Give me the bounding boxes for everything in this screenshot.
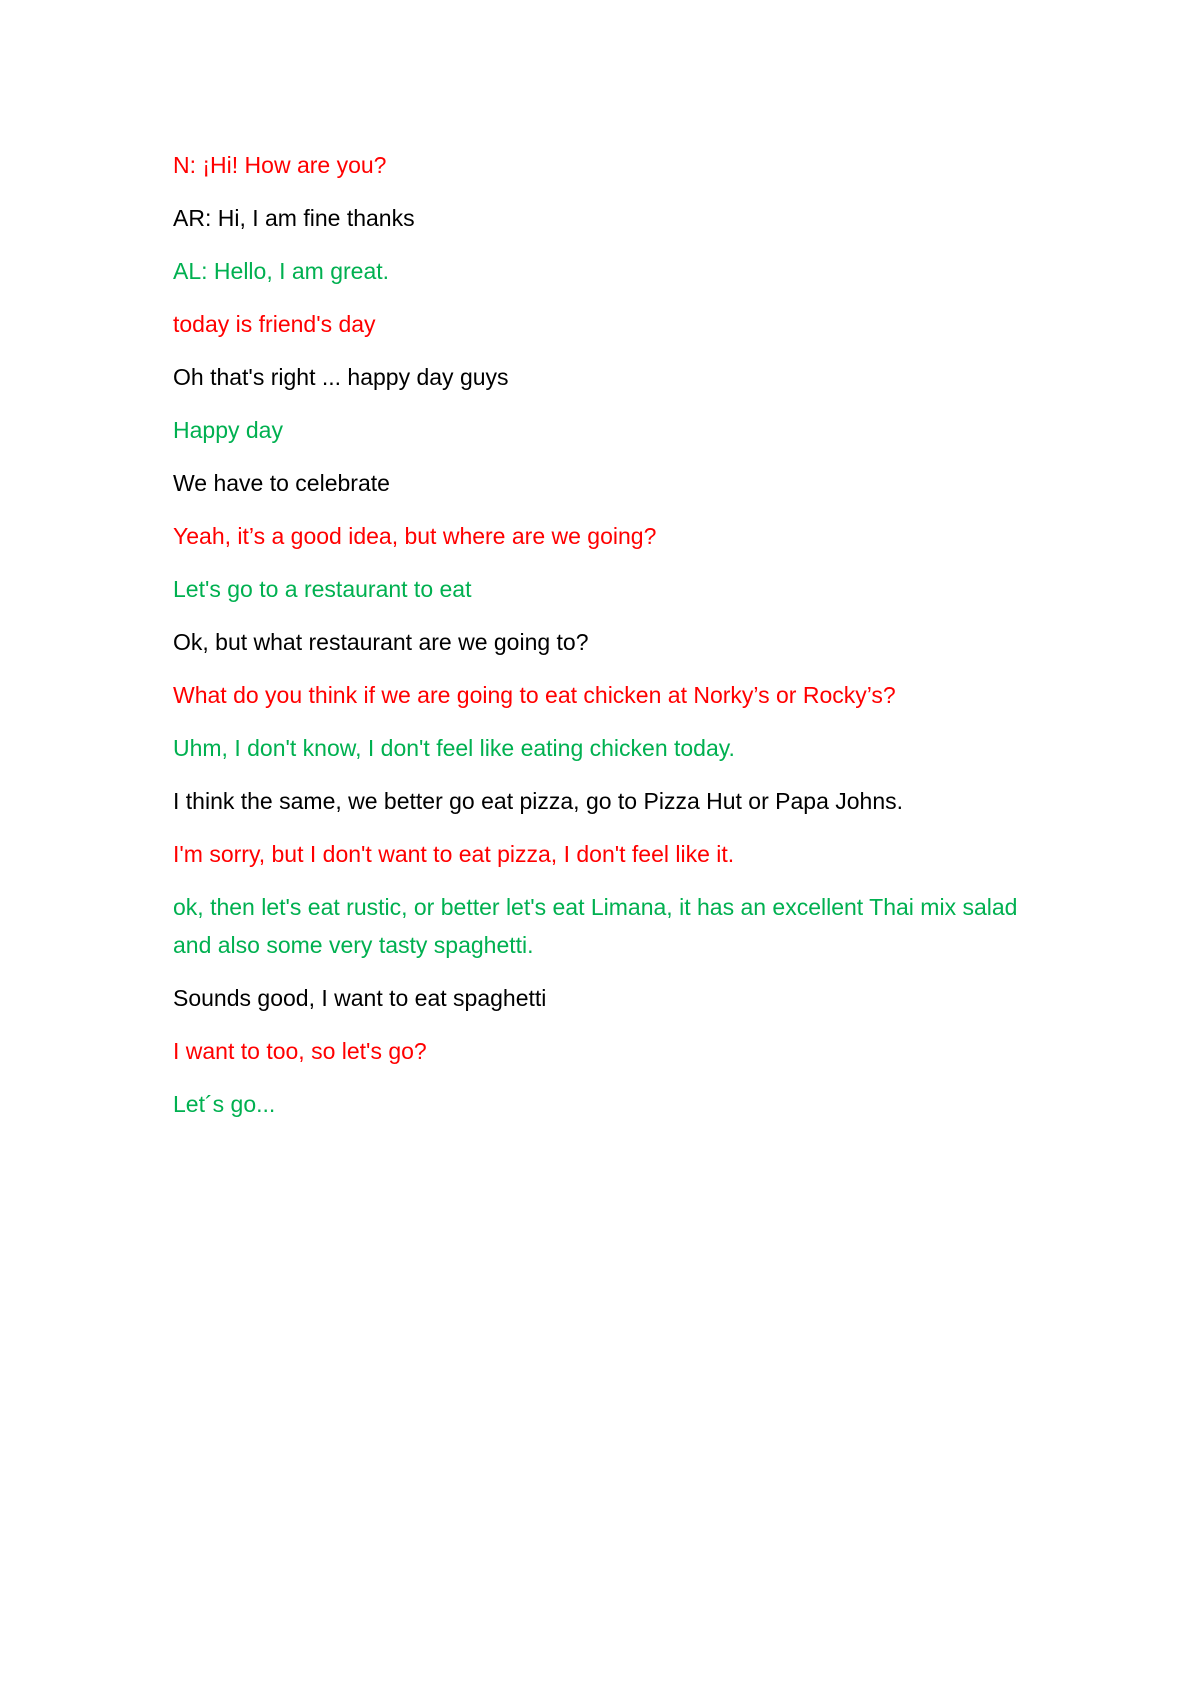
dialogue-line: N: ¡Hi! How are you? <box>173 152 387 178</box>
dialogue-line: Ok, but what restaurant are we going to? <box>173 629 589 655</box>
dialogue-line: I'm sorry, but I don't want to eat pizza, I don't feel like it. <box>173 841 735 867</box>
dialogue-line: Let's go to a restaurant to eat <box>173 576 472 602</box>
dialogue-line: today is friend's day <box>173 311 376 337</box>
dialogue-line: Happy day <box>173 417 283 443</box>
dialogue-line: Yeah, it’s a good idea, but where are we going? <box>173 523 657 549</box>
dialogue-line: AL: Hello, I am great. <box>173 258 390 284</box>
dialogue-line: ok, then let's eat rustic, or better let's eat Limana, it has an excellent Thai mix salad and also some very tasty spaghetti. <box>173 894 1018 958</box>
dialogue-line: We have to celebrate <box>173 470 390 496</box>
dialogue-line: AR: Hi, I am fine thanks <box>173 205 415 231</box>
dialogue-line: Oh that's right ... happy day guys <box>173 364 509 390</box>
dialogue-line: Sounds good, I want to eat spaghetti <box>173 985 547 1011</box>
dialogue-line: I want to too, so let's go? <box>173 1038 427 1064</box>
dialogue-line: Let´s go... <box>173 1091 276 1117</box>
dialogue-line: What do you think if we are going to eat chicken at Norky’s or Rocky’s? <box>173 682 896 708</box>
dialogue-line: Uhm, I don't know, I don't feel like eating chicken today. <box>173 735 735 761</box>
dialogue-text <box>173 146 1033 1138</box>
dialogue-line: I think the same, we better go eat pizza, go to Pizza Hut or Papa Johns. <box>173 788 904 814</box>
